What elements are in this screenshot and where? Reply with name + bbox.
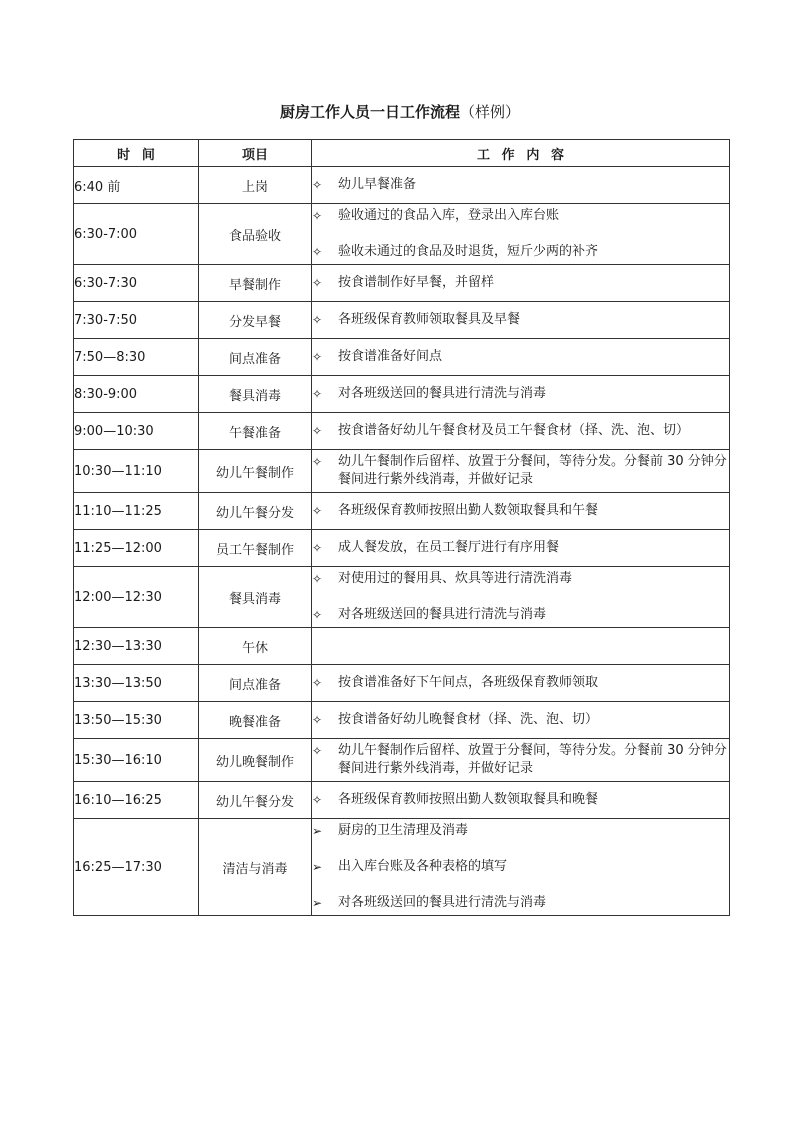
project-cell: 幼儿午餐制作 bbox=[199, 450, 312, 493]
table-row bbox=[74, 739, 730, 782]
table-row bbox=[74, 702, 730, 739]
task-item bbox=[312, 788, 729, 812]
title-suffix: （样例） bbox=[460, 103, 521, 121]
time-cell: 6:40 前 bbox=[74, 167, 199, 204]
diamond-bullet-icon: ✧ bbox=[312, 387, 323, 401]
content-cell bbox=[312, 413, 730, 450]
task-item bbox=[312, 739, 729, 781]
time-cell: 7:30-7:50 bbox=[74, 302, 199, 339]
project-cell: 清洁与消毒 bbox=[199, 819, 312, 916]
task-item bbox=[312, 708, 729, 732]
schedule-body bbox=[74, 167, 730, 916]
task-text: 对各班级送回的餐具进行清洗与消毒 bbox=[338, 386, 547, 401]
time-cell: 16:25—17:30 bbox=[74, 819, 199, 916]
task-item bbox=[312, 345, 729, 369]
task-text: 按食谱备好幼儿午餐食材及员工午餐食材（择、洗、泡、切） bbox=[338, 423, 690, 438]
task-item bbox=[312, 308, 729, 332]
table-row bbox=[74, 265, 730, 302]
project-cell: 早餐制作 bbox=[199, 265, 312, 302]
content-cell bbox=[312, 265, 730, 302]
page-title bbox=[0, 101, 800, 122]
time-cell: 12:30—13:30 bbox=[74, 628, 199, 665]
task-text: 各班级保育教师按照出勤人数领取餐具和午餐 bbox=[338, 503, 599, 518]
task-text: 出入库台账及各种表格的填写 bbox=[338, 859, 508, 874]
task-text: 按食谱备好幼儿晚餐食材（择、洗、泡、切） bbox=[338, 712, 599, 727]
content-cell bbox=[312, 739, 730, 782]
header-project: 项目 bbox=[199, 140, 312, 167]
task-text: 幼儿午餐制作后留样、放置于分餐间，等待分发。分餐前 30 分钟分餐间进行紫外线消毒，并做好记录 bbox=[338, 454, 727, 487]
table-row bbox=[74, 450, 730, 493]
content-cell bbox=[312, 450, 730, 493]
time-cell: 15:30—16:10 bbox=[74, 739, 199, 782]
content-cell bbox=[312, 665, 730, 702]
task-text: 厨房的卫生清理及消毒 bbox=[338, 823, 469, 838]
content-cell bbox=[312, 204, 730, 265]
task-text: 按食谱准备好下午间点，各班级保育教师领取 bbox=[338, 675, 599, 690]
project-cell: 午休 bbox=[199, 628, 312, 665]
diamond-bullet-icon: ✧ bbox=[312, 572, 323, 586]
task-item bbox=[312, 271, 729, 295]
task-text: 对各班级送回的餐具进行清洗与消毒 bbox=[338, 607, 547, 622]
content-cell bbox=[312, 819, 730, 916]
table-row bbox=[74, 665, 730, 702]
task-item bbox=[312, 819, 729, 849]
task-item bbox=[312, 499, 729, 523]
diamond-bullet-icon: ✧ bbox=[312, 504, 323, 518]
schedule-header bbox=[74, 140, 730, 167]
diamond-bullet-icon: ✧ bbox=[312, 276, 323, 290]
task-text: 幼儿午餐制作后留样、放置于分餐间，等待分发。分餐前 30 分钟分餐间进行紫外线消毒，并做好记录 bbox=[338, 743, 727, 776]
project-cell: 员工午餐制作 bbox=[199, 530, 312, 567]
task-text: 验收通过的食品入库，登录出入库台账 bbox=[338, 208, 560, 223]
task-text: 对各班级送回的餐具进行清洗与消毒 bbox=[338, 895, 547, 910]
header-row bbox=[74, 140, 730, 167]
project-cell: 餐具消毒 bbox=[199, 567, 312, 628]
table-row bbox=[74, 567, 730, 628]
task-item bbox=[312, 234, 729, 264]
diamond-bullet-icon: ✧ bbox=[312, 178, 323, 192]
content-cell bbox=[312, 376, 730, 413]
time-cell: 11:10—11:25 bbox=[74, 493, 199, 530]
time-cell: 6:30-7:30 bbox=[74, 265, 199, 302]
task-text: 对使用过的餐用具、炊具等进行清洗消毒 bbox=[338, 571, 573, 586]
project-cell: 间点准备 bbox=[199, 665, 312, 702]
table-row bbox=[74, 339, 730, 376]
table-row bbox=[74, 413, 730, 450]
content-cell bbox=[312, 782, 730, 819]
diamond-bullet-icon: ✧ bbox=[312, 455, 323, 469]
diamond-bullet-icon: ✧ bbox=[312, 676, 323, 690]
task-item bbox=[312, 885, 729, 915]
time-cell: 11:25—12:00 bbox=[74, 530, 199, 567]
task-item bbox=[312, 536, 729, 560]
table-row bbox=[74, 167, 730, 204]
header-time: 时间 bbox=[74, 140, 199, 167]
task-text: 成人餐发放，在员工餐厅进行有序用餐 bbox=[338, 540, 560, 555]
table-row bbox=[74, 376, 730, 413]
content-cell bbox=[312, 339, 730, 376]
content-cell bbox=[312, 530, 730, 567]
time-cell: 7:50—8:30 bbox=[74, 339, 199, 376]
schedule-table bbox=[73, 139, 730, 916]
task-item bbox=[312, 173, 729, 197]
task-item bbox=[312, 671, 729, 695]
title-main: 厨房工作人员一日工作流程 bbox=[279, 103, 460, 121]
arrow-bullet-icon: ➢ bbox=[312, 896, 323, 910]
diamond-bullet-icon: ✧ bbox=[312, 541, 323, 555]
time-cell: 6:30-7:00 bbox=[74, 204, 199, 265]
task-item bbox=[312, 567, 729, 597]
diamond-bullet-icon: ✧ bbox=[312, 744, 323, 758]
diamond-bullet-icon: ✧ bbox=[312, 350, 323, 364]
project-cell: 上岗 bbox=[199, 167, 312, 204]
task-text: 按食谱准备好间点 bbox=[338, 349, 443, 364]
arrow-bullet-icon: ➢ bbox=[312, 860, 323, 874]
table-row bbox=[74, 302, 730, 339]
diamond-bullet-icon: ✧ bbox=[312, 793, 323, 807]
diamond-bullet-icon: ✧ bbox=[312, 245, 323, 259]
project-cell: 晚餐准备 bbox=[199, 702, 312, 739]
task-text: 各班级保育教师领取餐具及早餐 bbox=[338, 312, 521, 327]
time-cell: 10:30—11:10 bbox=[74, 450, 199, 493]
task-text: 各班级保育教师按照出勤人数领取餐具和晚餐 bbox=[338, 792, 599, 807]
time-cell: 9:00—10:30 bbox=[74, 413, 199, 450]
time-cell: 13:30—13:50 bbox=[74, 665, 199, 702]
task-text: 幼儿早餐准备 bbox=[338, 177, 417, 192]
diamond-bullet-icon: ✧ bbox=[312, 713, 323, 727]
time-cell: 16:10—16:25 bbox=[74, 782, 199, 819]
project-cell: 餐具消毒 bbox=[199, 376, 312, 413]
time-cell: 13:50—15:30 bbox=[74, 702, 199, 739]
task-item bbox=[312, 382, 729, 406]
time-cell: 8:30-9:00 bbox=[74, 376, 199, 413]
table-row bbox=[74, 819, 730, 916]
content-cell bbox=[312, 567, 730, 628]
table-row bbox=[74, 204, 730, 265]
content-cell bbox=[312, 167, 730, 204]
table-row bbox=[74, 493, 730, 530]
project-cell: 幼儿晚餐制作 bbox=[199, 739, 312, 782]
content-cell bbox=[312, 302, 730, 339]
table-row bbox=[74, 782, 730, 819]
project-cell: 间点准备 bbox=[199, 339, 312, 376]
diamond-bullet-icon: ✧ bbox=[312, 608, 323, 622]
content-cell bbox=[312, 702, 730, 739]
project-cell: 午餐准备 bbox=[199, 413, 312, 450]
diamond-bullet-icon: ✧ bbox=[312, 424, 323, 438]
task-item bbox=[312, 849, 729, 885]
project-cell: 食品验收 bbox=[199, 204, 312, 265]
task-item bbox=[312, 450, 729, 492]
task-item bbox=[312, 597, 729, 627]
diamond-bullet-icon: ✧ bbox=[312, 313, 323, 327]
project-cell: 分发早餐 bbox=[199, 302, 312, 339]
table-row bbox=[74, 530, 730, 567]
content-cell bbox=[312, 493, 730, 530]
project-cell: 幼儿午餐分发 bbox=[199, 782, 312, 819]
task-item bbox=[312, 419, 729, 443]
task-text: 验收未通过的食品及时退货，短斤少两的补齐 bbox=[338, 244, 599, 259]
project-cell: 幼儿午餐分发 bbox=[199, 493, 312, 530]
arrow-bullet-icon: ➢ bbox=[312, 824, 323, 838]
content-cell bbox=[312, 628, 730, 665]
table-row bbox=[74, 628, 730, 665]
task-item bbox=[312, 204, 729, 234]
task-text: 按食谱制作好早餐，并留样 bbox=[338, 275, 495, 290]
diamond-bullet-icon: ✧ bbox=[312, 209, 323, 223]
header-content: 工作内容 bbox=[312, 140, 730, 167]
time-cell: 12:00—12:30 bbox=[74, 567, 199, 628]
